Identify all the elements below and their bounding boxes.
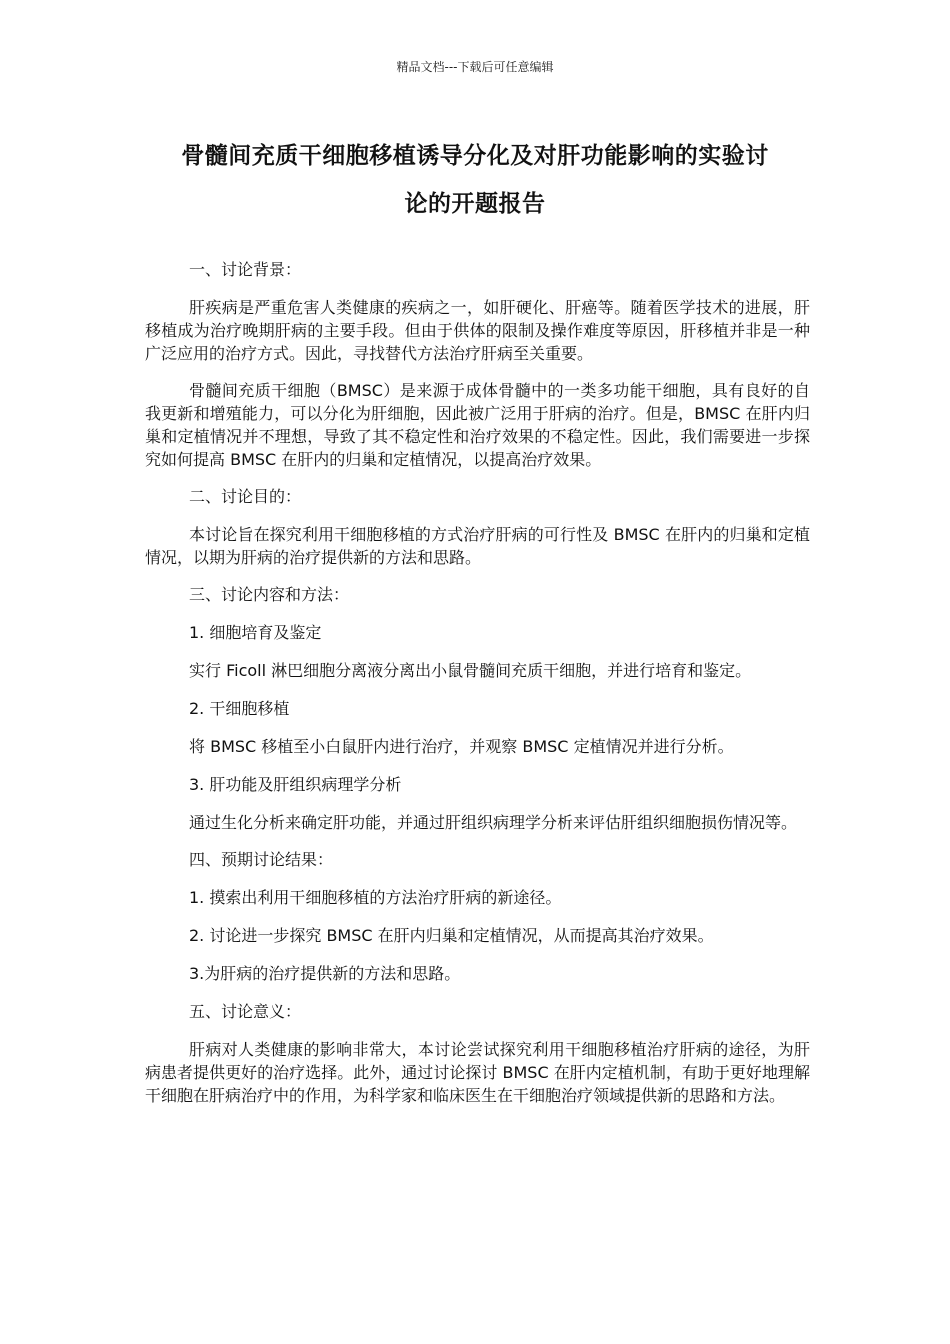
method-item-1-title: 1. 细胞培育及鉴定 — [189, 623, 322, 642]
paragraph-significance: 肝病对人类健康的影响非常大，本讨论尝试探究利用干细胞移植治疗肝病的途径，为肝病患者提供更好的治疗选择。此外，通过讨论探讨 BMSC 在肝内定植机制，有助于更好地理解干细胞在肝病治疗中的作用，为科学家和临床医生在干细胞治疗领域提供新的思路和方法。 — [145, 1040, 810, 1105]
result-item-2: 2. 讨论进一步探究 BMSC 在肝内归巢和定植情况，从而提高其治疗效果。 — [189, 926, 714, 945]
result-item-3: 3.为肝病的治疗提供新的方法和思路。 — [189, 964, 461, 983]
section-heading-methods: 三、讨论内容和方法： — [189, 585, 350, 604]
method-item-2-text: 将 BMSC 移植至小白鼠肝内进行治疗，并观察 BMSC 定植情况并进行分析。 — [189, 737, 734, 756]
page-header: 精品文档---下载后可任意编辑 — [396, 60, 554, 74]
paragraph-purpose: 本讨论旨在探究利用干细胞移植的方式治疗肝病的可行性及 BMSC 在肝内的归巢和定植情况，以期为肝病的治疗提供新的方法和思路。 — [145, 525, 810, 567]
method-item-3-text: 通过生化分析来确定肝功能，并通过肝组织病理学分析来评估肝组织细胞损伤情况等。 — [189, 813, 798, 832]
document-body — [145, 258, 810, 1121]
method-item-2-title: 2. 干细胞移植 — [189, 699, 290, 718]
section-heading-purpose: 二、讨论目的： — [189, 487, 302, 506]
section-heading-results: 四、预期讨论结果： — [189, 850, 334, 869]
method-item-3-title: 3. 肝功能及肝组织病理学分析 — [189, 775, 402, 794]
paragraph-background-2: 骨髓间充质干细胞（BMSC）是来源于成体骨髓中的一类多功能干细胞，具有良好的自我更新和增殖能力，可以分化为肝细胞，因此被广泛用于肝病的治疗。但是，BMSC 在肝内归巢和定植情况并不理想，导致了其不稳定性和治疗效果的不稳定性。因此，我们需要进一步探究如何提高 BMSC 在肝内的归巢和定植情况，以提高治疗效果。 — [145, 381, 810, 469]
result-item-1: 1. 摸索出利用干细胞移植的方法治疗肝病的新途径。 — [189, 888, 562, 907]
title-line-1: 骨髓间充质干细胞移植诱导分化及对肝功能影响的实验讨 — [181, 143, 769, 169]
method-item-1-text: 实行 Ficoll 淋巴细胞分离液分离出小鼠骨髓间充质干细胞，并进行培育和鉴定。 — [189, 661, 752, 680]
paragraph-background-1: 肝疾病是严重危害人类健康的疾病之一，如肝硬化、肝癌等。随着医学技术的进展，肝移植成为治疗晚期肝病的主要手段。但由于供体的限制及操作难度等原因，肝移植并非是一种广泛应用的治疗方式。因此，寻找替代方法治疗肝病至关重要。 — [145, 298, 810, 363]
section-heading-background: 一、讨论背景： — [189, 260, 302, 279]
section-heading-significance: 五、讨论意义： — [189, 1002, 302, 1021]
title-line-2: 论的开题报告 — [404, 191, 546, 217]
document-title — [145, 132, 805, 228]
